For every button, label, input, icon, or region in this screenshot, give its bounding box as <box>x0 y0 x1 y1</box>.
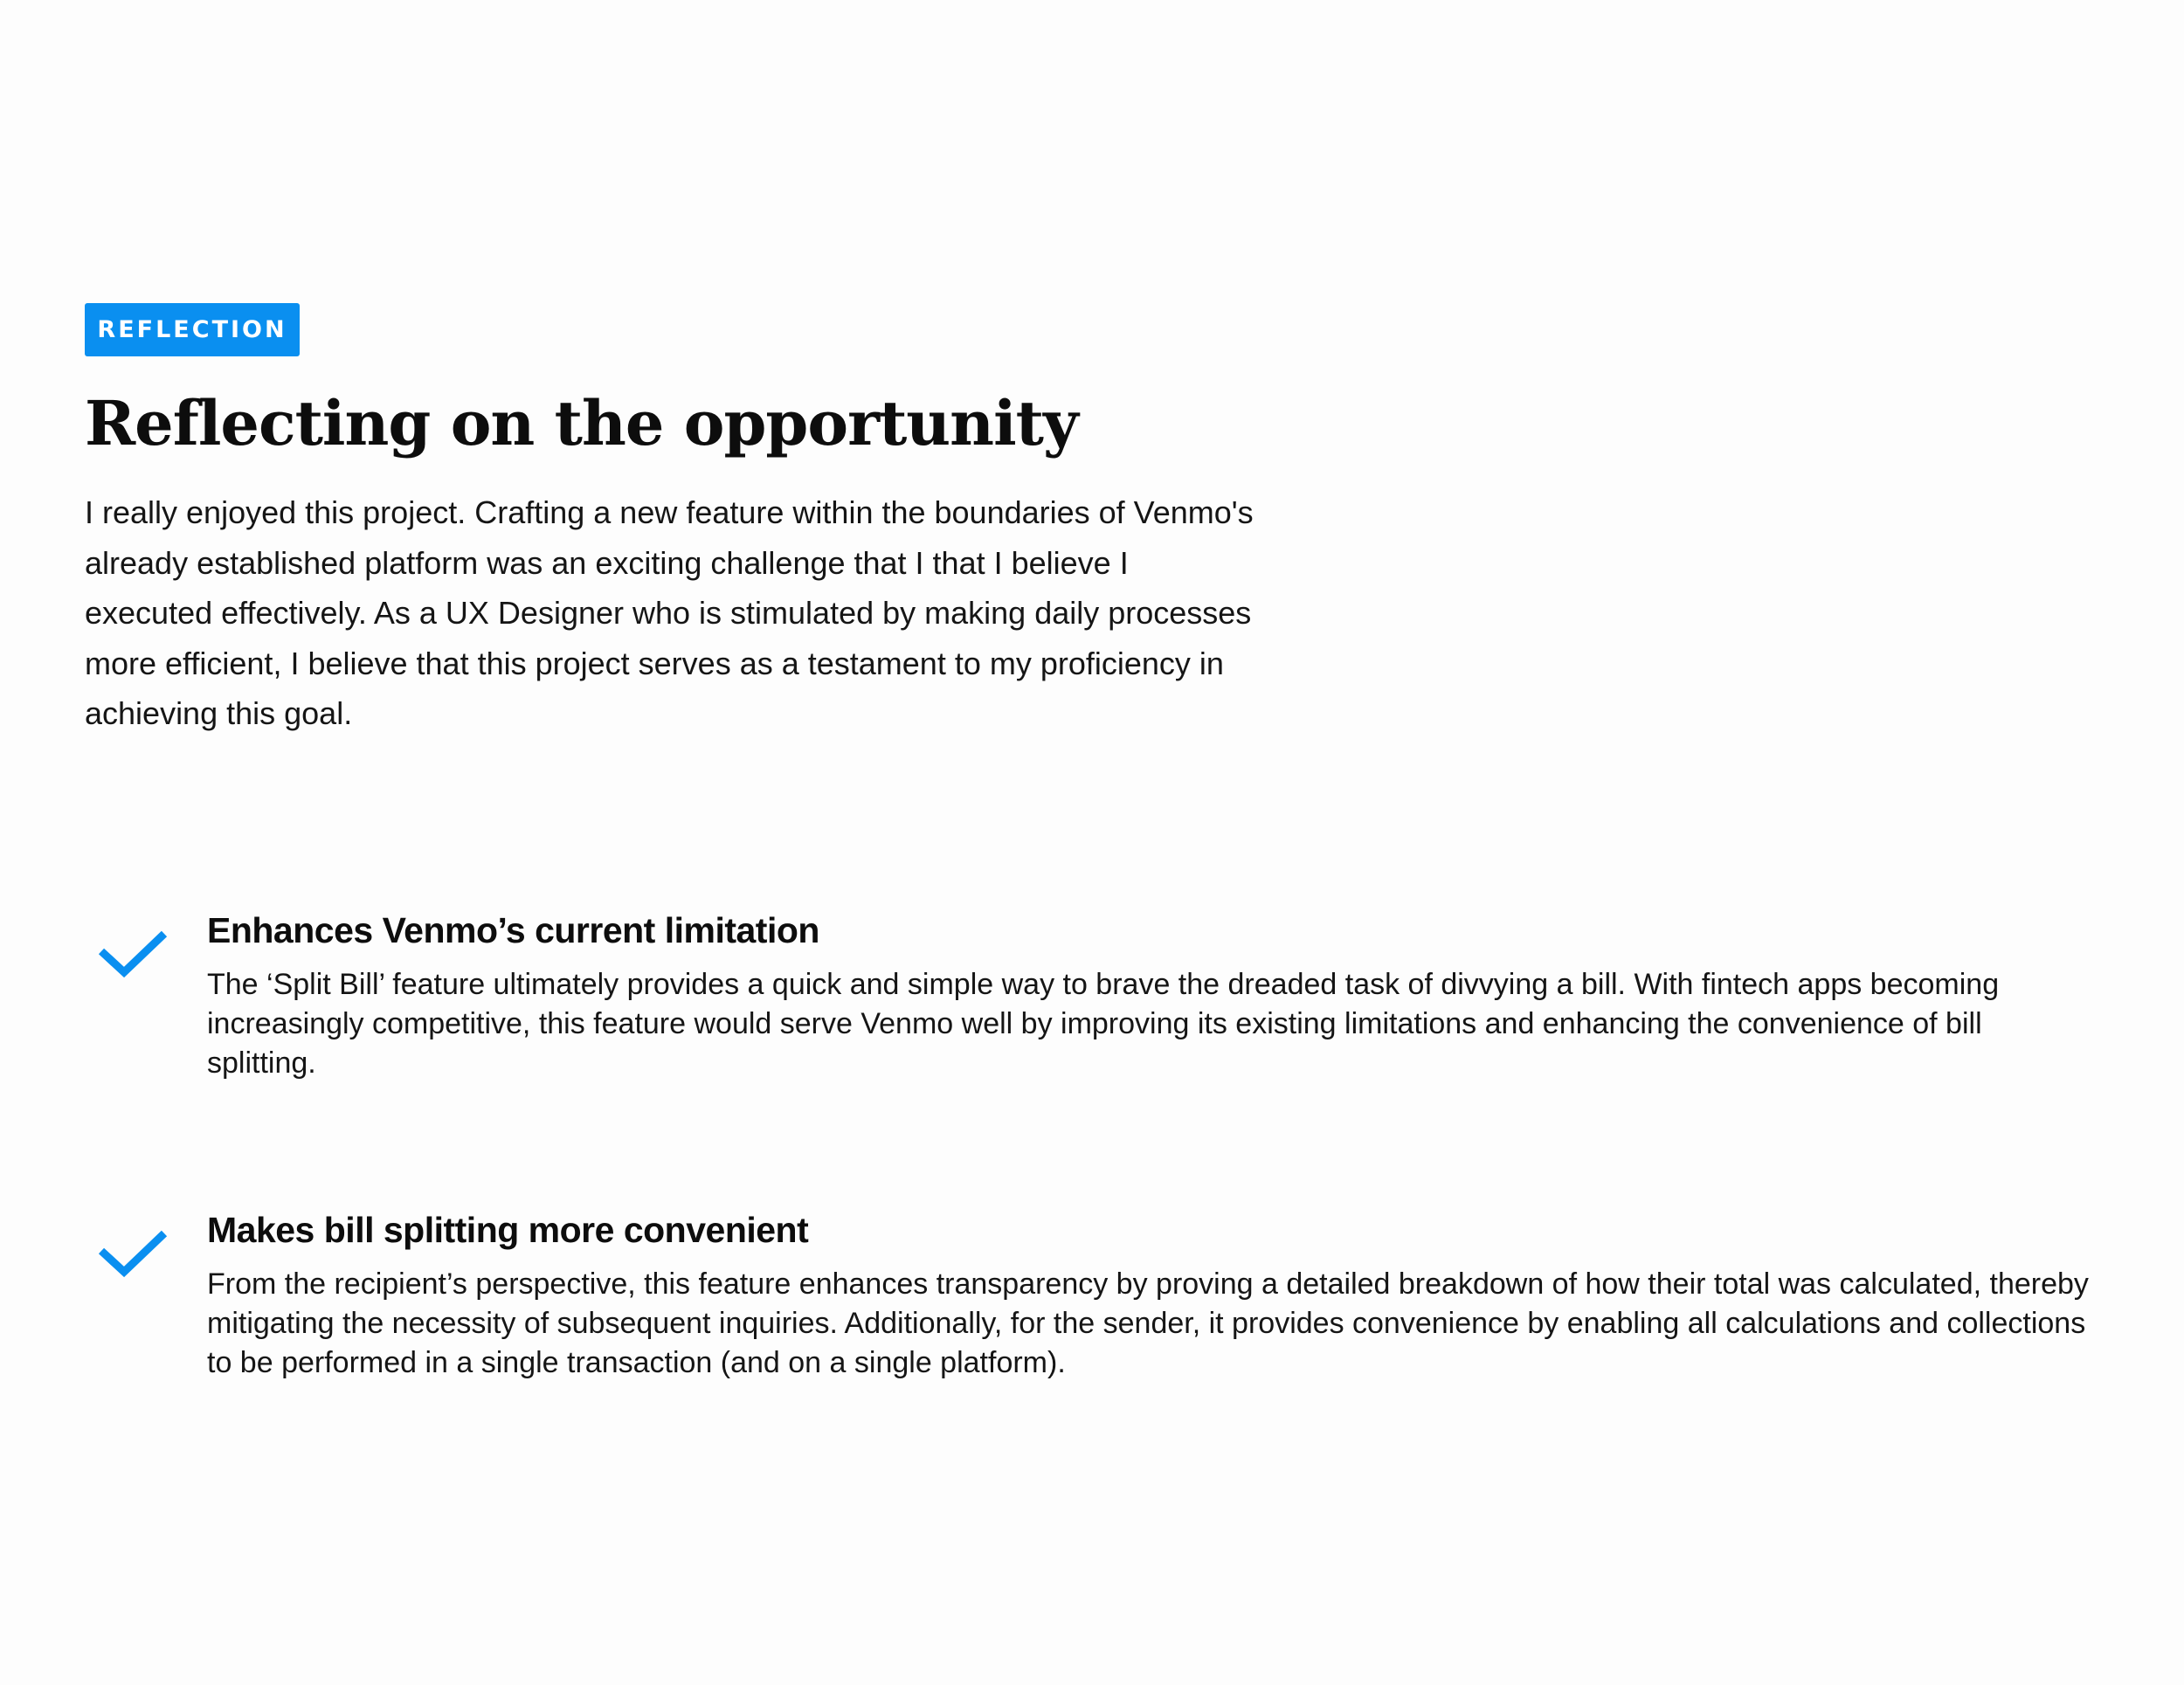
page-title: Reflecting on the opportunity <box>85 387 1078 459</box>
reflection-point-description: The ‘Split Bill’ feature ultimately provides a quick and simple way to brave the dreaded task of divvying a bill. With fintech apps becoming increasingly competitive, this feature would serve Venmo well by improving its existing limitations and enhancing the convenience of bill splitting. <box>207 968 2000 1080</box>
reflection-point-title: Enhances Venmo’s current limitation <box>207 910 819 950</box>
reflection-point-title: Makes bill splitting more convenient <box>207 1210 809 1250</box>
checkmark-icon <box>98 927 168 979</box>
intro-paragraph: I really enjoyed this project. Crafting a new feature within the boundaries of Venmo's already established platform was an exciting challenge that I that I believe I executed effectively. As a UX Designer who is stimulated by making daily processes more efficient, I believe that this project serves as a testament to my proficiency in achieving this goal. <box>85 494 1254 731</box>
section-badge-label: REFLECTION <box>97 316 287 343</box>
section-badge <box>85 303 300 356</box>
reflection-point-description: From the recipient’s perspective, this feature enhances transparency by proving a detailed breakdown of how their total was calculated, thereby mitigating the necessity of subsequent inquiries. Additionally, for the sender, it provides convenience by enabling all calculations and collections to be performed in a single transaction (and on a single platform). <box>207 1267 2089 1379</box>
checkmark-icon <box>98 1226 168 1279</box>
